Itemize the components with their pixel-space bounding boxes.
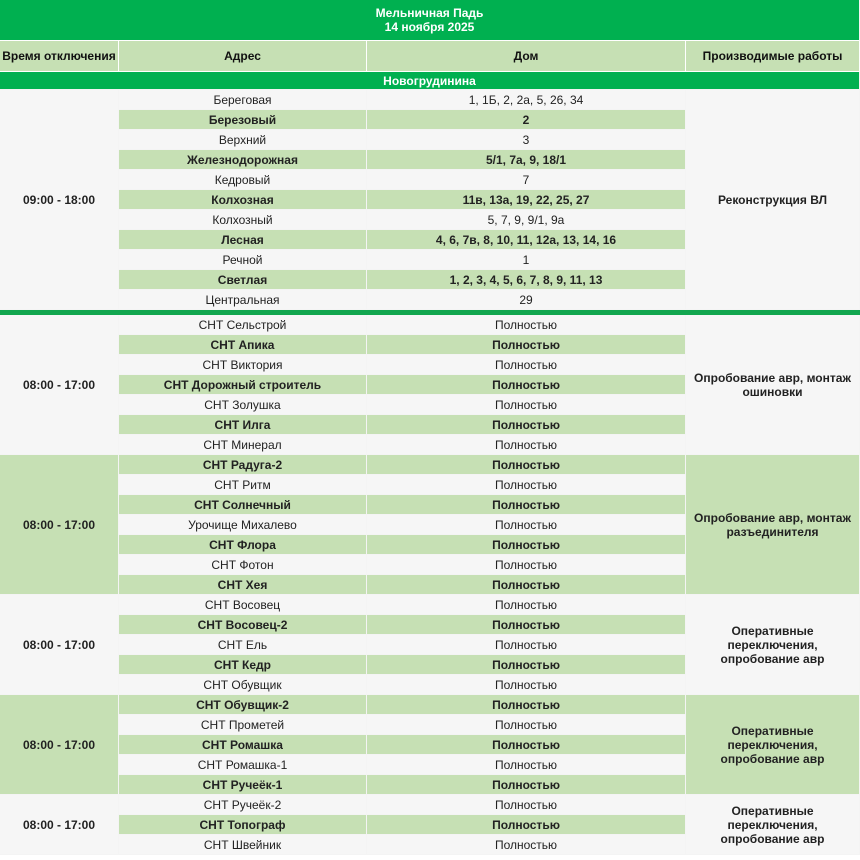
section-header-district: Новогрудинина [0,72,860,90]
house-cell: Полностью [367,655,686,675]
address-cell: СНТ Топограф [119,815,367,835]
house-cell: Полностью [367,815,686,835]
address-cell: Урочище Михалево [119,515,367,535]
house-cell: Полностью [367,735,686,755]
house-cell: 29 [367,290,686,310]
house-cell: 2 [367,110,686,130]
table-title [0,0,860,41]
house-cell: 1 [367,250,686,270]
address-cell: Лесная [119,230,367,250]
house-cell: Полностью [367,795,686,815]
house-cell: 3 [367,130,686,150]
address-cell: СНТ Ручеёк-1 [119,775,367,795]
outage-time: 08:00 - 17:00 [0,315,119,455]
address-cell: СНТ Ромашка-1 [119,755,367,775]
address-cell: СНТ Обувщик-2 [119,695,367,715]
house-cell: 4, 6, 7в, 8, 10, 11, 12а, 13, 14, 16 [367,230,686,250]
address-cell: Речной [119,250,367,270]
address-cell: СНТ Виктория [119,355,367,375]
work-description: Реконструкция ВЛ [686,90,860,310]
address-cell: СНТ Флора [119,535,367,555]
house-cell: Полностью [367,435,686,455]
table-row [0,795,860,815]
house-cell: 11в, 13а, 19, 22, 25, 27 [367,190,686,210]
house-cell: 1, 2, 3, 4, 5, 6, 7, 8, 9, 11, 13 [367,270,686,290]
house-cell: Полностью [367,335,686,355]
house-cell: Полностью [367,575,686,595]
work-description: Оперативные переключения, опробование авр [686,795,860,855]
address-cell: СНТ Ель [119,635,367,655]
house-cell: 5, 7, 9, 9/1, 9а [367,210,686,230]
house-cell: Полностью [367,495,686,515]
location-name: Мельничная Падь [375,6,484,20]
house-cell: 5/1, 7а, 9, 18/1 [367,150,686,170]
house-cell: Полностью [367,415,686,435]
house-cell: 1, 1Б, 2, 2а, 5, 26, 34 [367,90,686,110]
address-cell: СНТ Прометей [119,715,367,735]
address-cell: СНТ Ритм [119,475,367,495]
house-cell: Полностью [367,515,686,535]
address-cell: Колхозная [119,190,367,210]
address-cell: СНТ Восовец [119,595,367,615]
house-cell: Полностью [367,775,686,795]
address-cell: СНТ Восовец-2 [119,615,367,635]
house-cell: Полностью [367,535,686,555]
address-cell: СНТ Обувщик [119,675,367,695]
outage-time: 08:00 - 17:00 [0,795,119,855]
table-row [0,90,860,110]
house-cell: 7 [367,170,686,190]
address-cell: СНТ Апика [119,335,367,355]
address-cell: Береговая [119,90,367,110]
work-description: Опробование авр, монтаж ошиновки [686,315,860,455]
house-cell: Полностью [367,455,686,475]
address-cell: Верхний [119,130,367,150]
work-description: Опробование авр, монтаж разъединителя [686,455,860,595]
outage-time: 08:00 - 17:00 [0,695,119,795]
schedule-date: 14 ноября 2025 [384,20,475,34]
address-cell: СНТ Хея [119,575,367,595]
house-cell: Полностью [367,675,686,695]
address-cell: СНТ Солнечный [119,495,367,515]
column-header-row [0,41,860,72]
table-row [0,315,860,335]
house-cell: Полностью [367,595,686,615]
address-cell: СНТ Фотон [119,555,367,575]
address-cell: Железнодорожная [119,150,367,170]
outage-time: 08:00 - 17:00 [0,595,119,695]
house-cell: Полностью [367,835,686,855]
house-cell: Полностью [367,375,686,395]
column-header-work: Производимые работы [686,41,860,72]
house-cell: Полностью [367,695,686,715]
column-header-time: Время отключения [0,41,119,72]
work-description: Оперативные переключения, опробование авр [686,695,860,795]
address-cell: СНТ Минерал [119,435,367,455]
house-cell: Полностью [367,395,686,415]
address-cell: СНТ Илга [119,415,367,435]
address-cell: СНТ Дорожный строитель [119,375,367,395]
house-cell: Полностью [367,475,686,495]
address-cell: СНТ Золушка [119,395,367,415]
address-cell: СНТ Ручеёк-2 [119,795,367,815]
address-cell: СНТ Кедр [119,655,367,675]
house-cell: Полностью [367,635,686,655]
outage-time: 08:00 - 17:00 [0,455,119,595]
address-cell: Центральная [119,290,367,310]
address-cell: СНТ Радуга-2 [119,455,367,475]
address-cell: Березовый [119,110,367,130]
house-cell: Полностью [367,615,686,635]
house-cell: Полностью [367,715,686,735]
table-row [0,595,860,615]
address-cell: Колхозный [119,210,367,230]
house-cell: Полностью [367,755,686,775]
work-description: Оперативные переключения, опробование авр [686,595,860,695]
address-cell: СНТ Ромашка [119,735,367,755]
address-cell: Светлая [119,270,367,290]
outage-time: 09:00 - 18:00 [0,90,119,310]
address-cell: СНТ Швейник [119,835,367,855]
house-cell: Полностью [367,315,686,335]
house-cell: Полностью [367,555,686,575]
address-cell: Кедровый [119,170,367,190]
schedule-body [0,90,860,855]
column-header-address: Адрес [119,41,367,72]
house-cell: Полностью [367,355,686,375]
address-cell: СНТ Сельстрой [119,315,367,335]
table-row [0,695,860,715]
table-row [0,455,860,475]
column-header-house: Дом [367,41,686,72]
